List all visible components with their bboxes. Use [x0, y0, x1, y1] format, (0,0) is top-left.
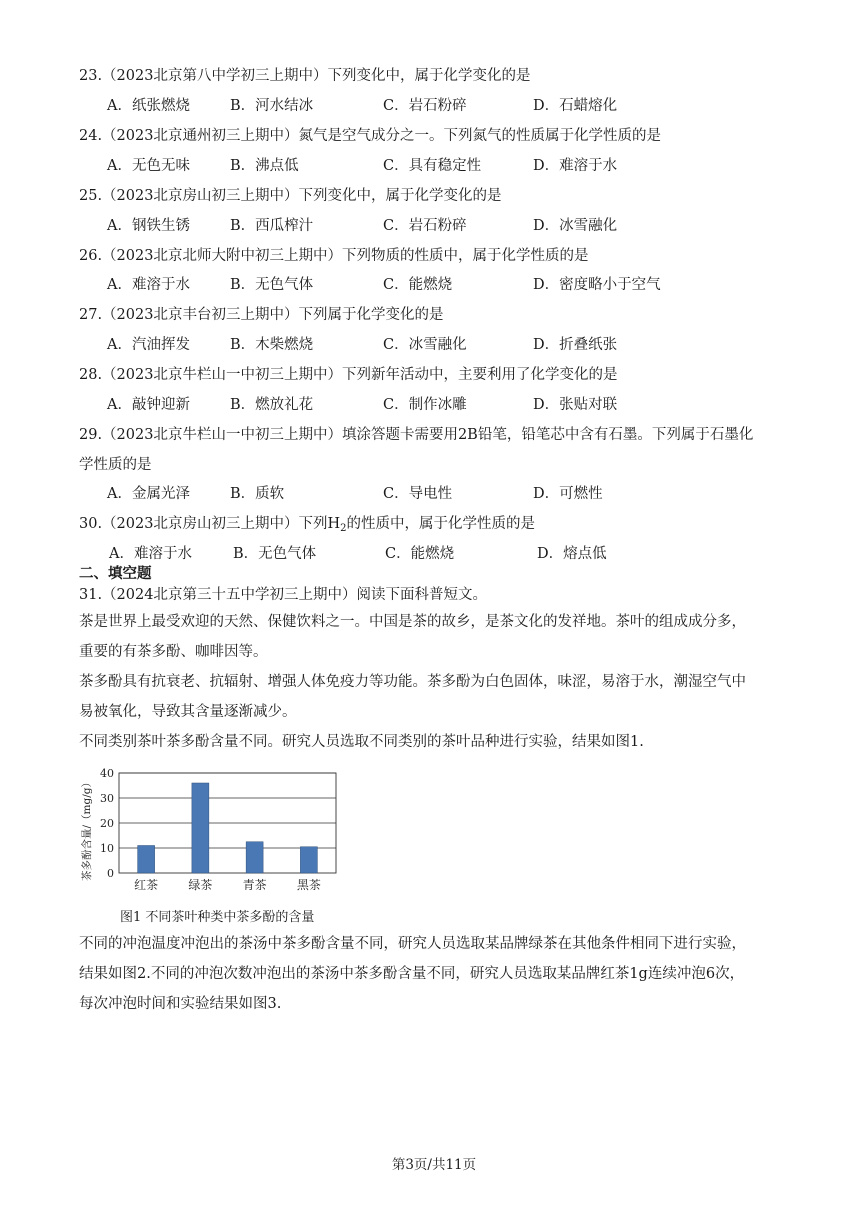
- q27-stem: 27.（2023北京丰台初三上期中）下列属于化学变化的是: [79, 307, 444, 323]
- q27-option-a: A．汽油挥发: [107, 337, 190, 353]
- q30-option-d: D．熔点低: [537, 546, 607, 562]
- x-tick-label: 红茶: [134, 878, 159, 892]
- q31-paragraph-2-line-1: 茶多酚具有抗衰老、抗辐射、增强人体免疫力等功能。茶多酚为白色固体，味涩，易溶于水，潮湿空气中: [79, 674, 746, 690]
- q25-option-a: A．钢铁生锈: [107, 218, 190, 234]
- q30-option-c: C．能燃烧: [385, 546, 455, 562]
- q29-stem: 29.（2023北京牛栏山一中初三上期中）填涂答题卡需要用2B铅笔，铅笔芯中含有石墨。下列属于石墨化: [79, 427, 754, 443]
- y-tick-label: 0: [107, 867, 114, 880]
- section-title: 二、填空题: [79, 566, 152, 582]
- q26-option-d: D．密度略小于空气: [533, 277, 661, 293]
- q29-option-c: C．导电性: [383, 486, 453, 502]
- x-tick-label: 青茶: [242, 878, 267, 892]
- q29-option-d: D．可燃性: [533, 486, 603, 502]
- q25-option-d: D．冰雪融化: [533, 218, 618, 234]
- q24-option-b: B．沸点低: [230, 158, 299, 174]
- q24-option-d: D．难溶于水: [533, 158, 618, 174]
- q31-paragraph-4-line-2: 结果如图2.不同的冲泡次数冲泡出的茶汤中茶多酚含量不同，研究人员选取某品牌红茶1g连续冲泡6次，: [79, 966, 745, 982]
- q23-option-d: D．石蜡熔化: [533, 98, 618, 114]
- q28-stem: 28.（2023北京牛栏山一中初三上期中）下列新年活动中，主要利用了化学变化的是: [79, 367, 618, 383]
- q31-paragraph-4-line-3: 每次冲泡时间和实验结果如图3.: [79, 996, 282, 1012]
- q31-stem: 31.（2024北京第三十五中学初三上期中）阅读下面科普短文。: [79, 587, 487, 603]
- q24-option-a: A．无色无味: [107, 158, 190, 174]
- y-tick-label: 20: [100, 817, 114, 830]
- q27-option-d: D．折叠纸张: [533, 337, 618, 353]
- bar-4: [300, 847, 317, 873]
- q27-option-c: C．冰雪融化: [383, 337, 467, 353]
- page-footer: 第3页/共11页: [391, 1157, 477, 1173]
- q30-options: [0, 544, 868, 564]
- q30-stem: 30.（2023北京房山初三上期中）下列$H_2$的性质中，属于化学性质的是: [79, 516, 535, 534]
- q24-option-c: C．具有稳定性: [383, 158, 482, 174]
- q30-option-b: B．无色气体: [233, 546, 317, 562]
- figure-1-bar-chart: [78, 762, 348, 904]
- q28-option-d: D．张贴对联: [533, 397, 618, 413]
- y-tick-label: 40: [100, 767, 114, 780]
- x-tick-label: 绿茶: [188, 878, 213, 892]
- q24-options: [0, 156, 868, 176]
- bar-2: [192, 783, 209, 873]
- x-tick-label: 黑茶: [296, 878, 321, 892]
- q23-option-c: C．岩石粉碎: [383, 98, 467, 114]
- q28-option-c: C．制作冰雕: [383, 397, 467, 413]
- q29-options: [0, 484, 868, 504]
- q25-stem: 25.（2023北京房山初三上期中）下列变化中，属于化学变化的是: [79, 188, 502, 204]
- y-tick-label: 10: [100, 842, 114, 855]
- q26-option-a: A．难溶于水: [107, 277, 190, 293]
- q23-options: [0, 96, 868, 116]
- q28-option-b: B．燃放礼花: [230, 397, 314, 413]
- q25-option-b: B．西瓜榨汁: [230, 218, 314, 234]
- y-tick-label: 30: [100, 792, 114, 805]
- q24-stem: 24.（2023北京通州初三上期中）氮气是空气成分之一。下列氮气的性质属于化学性质的是: [79, 128, 661, 144]
- y-axis-label: 茶多酚含量/（mg/g）: [81, 777, 93, 881]
- q31-paragraph-3: 不同类别茶叶茶多酚含量不同。研究人员选取不同类别的茶叶品种进行实验，结果如图1.: [79, 734, 644, 750]
- q27-options: [0, 335, 868, 355]
- q26-stem: 26.（2023北京北师大附中初三上期中）下列物质的性质中，属于化学性质的是: [79, 248, 589, 264]
- q25-option-c: C．岩石粉碎: [383, 218, 467, 234]
- q23-option-a: A．纸张燃烧: [107, 98, 190, 114]
- q29-option-a: A．金属光泽: [107, 486, 190, 502]
- q28-option-a: A．敲钟迎新: [107, 397, 190, 413]
- bar-3: [246, 842, 263, 873]
- q31-paragraph-4-line-1: 不同的冲泡温度冲泡出的茶汤中茶多酚含量不同，研究人员选取某品牌绿茶在其他条件相同下进行实验，: [79, 936, 746, 952]
- q28-options: [0, 395, 868, 415]
- bar-1: [138, 846, 155, 874]
- q30-option-a: A．难溶于水: [109, 546, 192, 562]
- q23-stem: 23.（2023北京第八中学初三上期中）下列变化中，属于化学变化的是: [79, 68, 531, 84]
- q23-option-b: B．河水结冰: [230, 98, 314, 114]
- q26-option-c: C．能燃烧: [383, 277, 453, 293]
- q29-option-b: B．质软: [230, 486, 285, 502]
- q26-options: [0, 275, 868, 295]
- q31-paragraph-1-line-1: 茶是世界上最受欢迎的天然、保健饮料之一。中国是茶的故乡，是茶文化的发祥地。茶叶的组成成分多，: [79, 614, 746, 630]
- figure-1-caption: 图1 不同茶叶种类中茶多酚的含量: [120, 910, 315, 925]
- q31-paragraph-2-line-2: 易被氧化，导致其含量逐渐减少。: [79, 704, 297, 720]
- q27-option-b: B．木柴燃烧: [230, 337, 314, 353]
- q31-paragraph-1-line-2: 重要的有茶多酚、咖啡因等。: [79, 644, 268, 660]
- q25-options: [0, 216, 868, 236]
- q26-option-b: B．无色气体: [230, 277, 314, 293]
- q29-stem-continued: 学性质的是: [79, 457, 152, 473]
